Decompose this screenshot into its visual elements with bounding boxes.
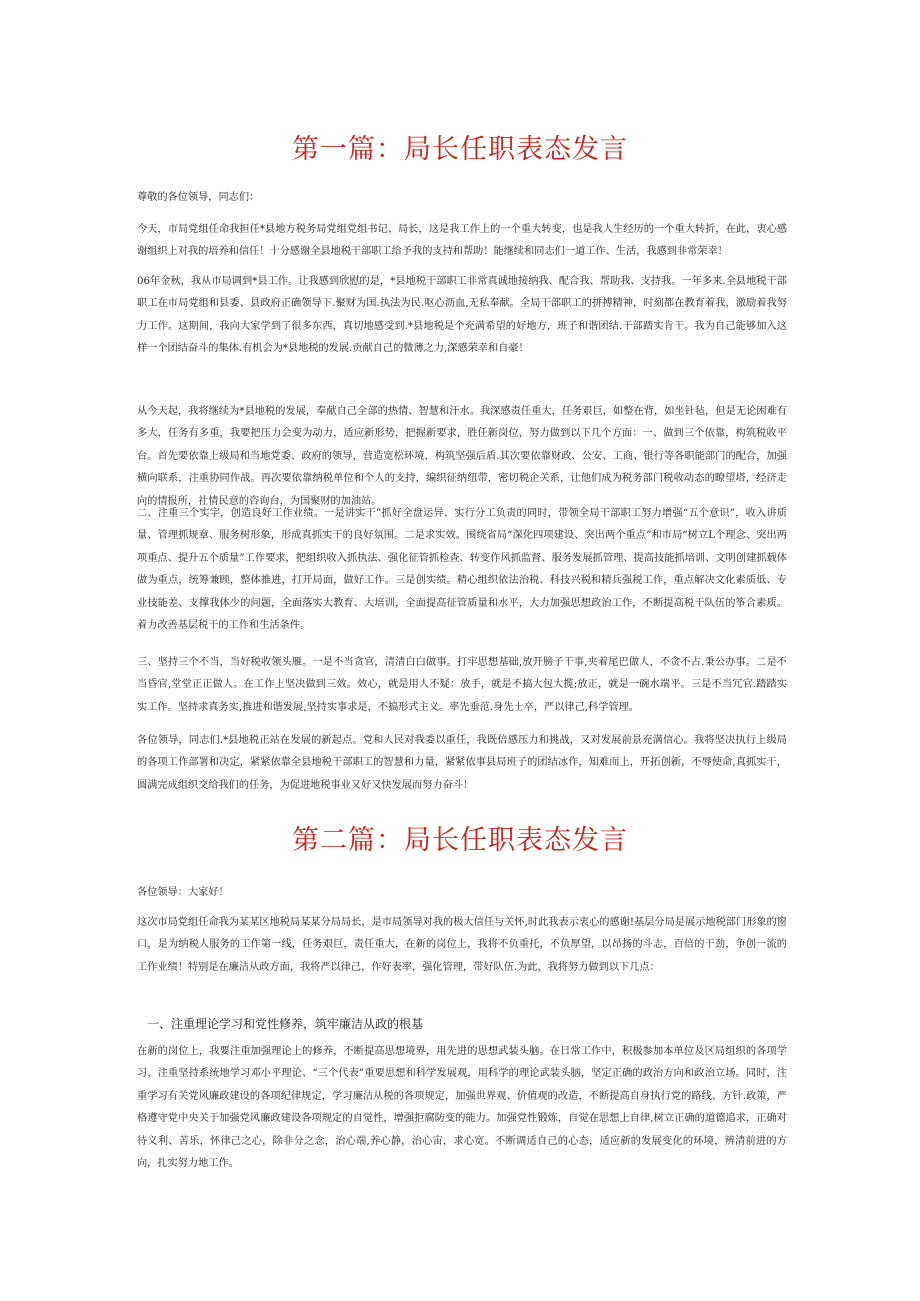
section-heading-1: 一、注重理论学习和党性修养，筑牢廉洁从政的根基 bbox=[147, 1017, 424, 1031]
salutation-2: 各位领导：大家好！ bbox=[137, 887, 229, 898]
salutation-1: 尊敬的各位领导，同志们： bbox=[137, 192, 260, 203]
paragraph-2: 06年金秋，我从市局调到*县工作。让我感到欣慰的是，*县地税干部职工非常真诚地接纳我、配合我、帮助我、支持我。一年多来.全县地税干部职工在市局党组和县委、县政府正确领导下.聚财为国.执法为民.呕心沥血,无私奉献。全局干部职工的拼搏精神，时刻都在教育着我，激励着我努力工作。这期间，我向大家学到了很多东西，真切地感受到.*县地税是个充满希望的好地方，班子和谐团结.干部踏实肯干。我为自己能够加入这样一个团结奋斗的集体.有机会为*县地税的发展.贡献自己的微薄之力,深感荣幸和自豪！ bbox=[137, 276, 787, 355]
paragraph-5: 三、坚持三个不当，当好税收领头雁。一是不当贪官，清清白白做事。打牢思想基础,放开膀子干事,夹着尾巴做人，不贪不占.秉公办事。二是不当昏官,堂堂正正做人。在工作上坚决做到三效。效心，就是用人不疑：放手，就是不搞大包大揽;放正，就是一碗水端平。三是不当冗官.踏踏实实工作。坚持求真务实,推进和谐发展,坚持实事求是，不搞形式主义。率先垂范.身先士卒，严以律己,科学管理。 bbox=[137, 657, 787, 713]
paragraph-1: 今天，市局党组任命我担任*县地方税务局党组党组书记、局长，这是我工作上的一个重大转变，也是我人生经历的一个重大转折，在此，衷心感谢组织上对我的培养和信任！十分感谢全县地税干部职工给予我的支持和帮助！能继续和同志们一道工作、生活，我感到非常荣幸！ bbox=[137, 224, 787, 258]
paragraph-7: 这次市局党组任命我为某某区地税局某某分局局长，是市局领导对我的极大信任与关怀,时此我表示衷心的感谢!基层分局是展示地税部门形象的窗口，是为纳税人服务的工作第一线，任务艰巨，责任重大，在新的岗位上，我将不负重托，不负厚望，以昂扬的斗志，百倍的干劲，争创一流的工作业绩！特别是在廉洁从政方面，我将严以律己，作好表率，强化管理，带好队伍.为此，我将努力做到以下几点： bbox=[137, 917, 787, 973]
section-title-2: 第二篇：局长任职表态发言 bbox=[292, 825, 628, 856]
paragraph-8: 在新的岗位上，我要注重加强理论上的修养，不断提高思想境界，用先进的思想武装头脑。在日常工作中，积极参加本单位及区局组织的各项学习，注重坚持系统地学习邓小平理论、“三个代表”重要思想和科学发展观，用科学的理论武装头脑，坚定正确的政治方向和政治立场。同时，注重学习有关党风廉政建设的各项纪律规定，学习廉洁从税的各项规定，加强世界观、价值观的改造，不断提高自身执行党的路线、方针.政策，严格遵守党中央关于加强党风廉政建设各项规定的自觉性，增强拒腐防变的能力。加强党性锻炼，自觉在思想上自律,树立正确的道德追求，正确对待义利、苦乐，怀律己之心，除非分之念，治心端,养心静，治心宙，求心宽。不断调适自己的心态，适应新的发展变化的环境，辨清前进的方向，扎实努力地工作。 bbox=[137, 1046, 787, 1170]
paragraph-6: 各位领导，同志们.*县地税正站在发展的新起点。党和人民对我委以重任，我既倍感压力和挑战，又对发展前景充满信心。我将坚决执行上级局的各项工作部署和决定，紧紧依靠全县地税干部职工的智慧和力量，紧紧依事县局班子的团结冰作，知难而上，开拓创新，不辱使命,真抓实干，圆满完成组织交给我们的任务，为促进地税事业又好又快发展而努力奋斗！ bbox=[137, 735, 787, 791]
section-title-1: 第一篇：局长任职表态发言 bbox=[292, 134, 628, 165]
paragraph-4: 二、注重三个实字，创造良好工作业绩。一是讲实干”抓好全盘运异、实行分工负责的同时，带领全局干部职工努力增强“五个意识”，收入讲质量、管理抓规章、服务树形象，形成真抓实干的良好氛围。二是求实效。围绕省局“深化四项建设、突出两个重点”和市局“树立L个理念、突出两项重点、提升五个质量”工作要求，把组织收入抓执法、强化征管抓检查、转变作风抓监督、服务发展抓管理、提高技能抓培训、文明创建抓载体做为重点，统筹兼顾，整体推进，打开局面，做好工作。三是创实绩。精心组织依法治税、科技兴税和精兵强税工作，重点解决文化素质低、专业技能差、支撑我体少的问题，全面落实大教育、大培训，全面提高征管质量和水平，大力加强思想政治工作，不断提高税干队伍的筝合素质。着力改善基层税干的工作和生活条件。 bbox=[137, 508, 787, 632]
paragraph-3: 从今天起，我将继续为*县地税的发展，奉献自己全部的热情、智慧和汗水。我深感责任重大，任务艰巨，如整在背，如坐针毡，但是无论困难有多大，任务有多重，我要把压力会变为动力，适应新形势，把握新要求，胜任新岗位，努力做到以下几个方面：一、做到三个依靠，构筑税收平台。首先要依靠上级局和当地党委、政府的领导，营造宽松环境，构筑坚强后盾.其次要依靠财政、公安、工商、银行等各职能部门的配合，加强横向联系，注重协同作战。再次要依靠纳税单位和个人的支持，编织征纳纽带，密切税企关系，让他们成为税务部门税收动态的瞭望塔，经济走向的情报所，社情民意的咨询台，为国聚财的加油站。 bbox=[137, 406, 787, 507]
